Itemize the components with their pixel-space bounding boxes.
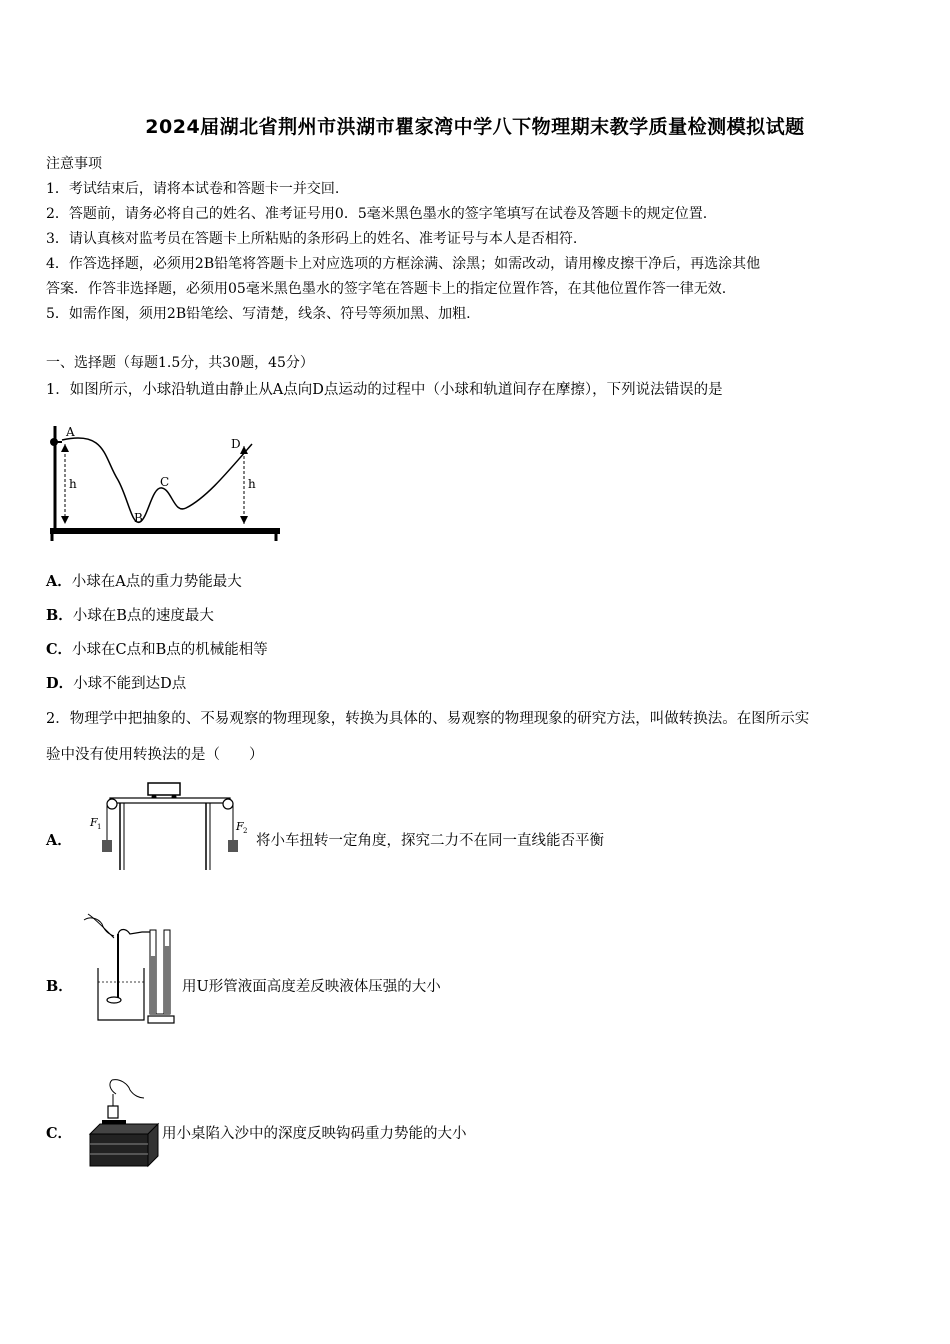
force-f2-label: F <box>236 820 244 833</box>
point-b-label: B <box>134 511 143 525</box>
point-c-label: C <box>160 475 170 489</box>
ground-base <box>50 528 280 534</box>
table-top <box>110 798 230 803</box>
cart <box>148 783 180 795</box>
pulley-left <box>107 799 117 809</box>
notice-item-5: 5．如需作图，须用2B铅笔绘、写清楚，线条、符号等须加黑、加粗. <box>46 306 471 322</box>
q2-option-b[interactable] <box>46 975 73 996</box>
q2-option-a-text: 将小车扭转一定角度，探究二力不在同一直线能否平衡 <box>256 833 604 849</box>
q2-a-figure <box>88 780 252 872</box>
q1-option-c-label: C． <box>46 641 73 658</box>
q1-option-b-text: 小球在B点的速度最大 <box>72 608 214 624</box>
q2-stem-line1: 2．物理学中把抽象的、不易观察的物理现象，转换为具体的、易观察的物理现象的研究方法，叫做转换法。在图所示实 <box>46 711 810 727</box>
force-f1-subscript: 1 <box>97 823 102 831</box>
force-f1-label: F <box>90 816 98 829</box>
sand-box-front <box>90 1134 148 1166</box>
q1-option-d[interactable] <box>46 672 186 693</box>
u-tube-stand <box>148 1016 174 1023</box>
q1-option-c-text: 小球在C点和B点的机械能相等 <box>72 642 268 658</box>
q1-option-a-label: A． <box>46 573 72 590</box>
q2-stem-line2: 验中没有使用转换法的是（ ） <box>46 747 264 763</box>
q2-option-b-text: 用U形管液面高度差反映液体压强的大小 <box>182 979 441 995</box>
q1-option-d-text: 小球不能到达D点 <box>73 676 187 692</box>
q1-option-d-label: D． <box>46 675 74 692</box>
notice-item-4: 4．作答选择题，必须用2B铅笔将答题卡上对应选项的方框涂满、涂黑；如需改动，请用橡皮擦干净后，再选涂其他 <box>46 256 761 272</box>
q1-option-a-text: 小球在A点的重力势能最大 <box>71 574 242 590</box>
weight-left <box>102 840 112 852</box>
weight <box>108 1106 118 1118</box>
beaker <box>98 968 144 1020</box>
u-tube-liquid-left <box>150 956 156 1014</box>
hand <box>112 1080 144 1098</box>
height-left-label: h <box>69 477 77 491</box>
q1-option-b[interactable] <box>46 604 214 625</box>
point-d-label: D <box>231 437 241 451</box>
notice-item-2: 2．答题前，请务必将自己的姓名、准考证号用0．5毫米黑色墨水的签字笔填写在试卷及答题卡的规定位置. <box>46 206 708 222</box>
force-f2-subscript: 2 <box>243 827 248 835</box>
height-right-label: h <box>248 477 256 491</box>
notice-item-4-cont: 答案．作答非选择题，必须用05毫米黑色墨水的签字笔在答题卡上的指定位置作答，在其他位置作答一律无效. <box>46 281 727 297</box>
q1-stem: 1．如图所示，小球沿轨道由静止从A点向D点运动的过程中（小球和轨道间存在摩擦），下列说法错误的是 <box>46 382 723 398</box>
q1-option-a[interactable] <box>46 570 242 591</box>
q2-option-a[interactable] <box>46 829 72 850</box>
u-tube-liquid-right <box>164 946 170 1014</box>
pulley-right <box>223 799 233 809</box>
q1-track-figure <box>46 418 286 546</box>
q2-b-figure <box>80 912 180 1028</box>
hand-outline <box>110 1080 116 1094</box>
q2-option-c-label: C． <box>46 1125 73 1142</box>
small-table <box>102 1120 126 1124</box>
q2-option-a-label: A． <box>46 832 72 849</box>
notice-item-1: 1．考试结束后，请将本试卷和答题卡一并交回. <box>46 181 340 197</box>
point-a-label: A <box>66 425 75 439</box>
probe-tube <box>110 934 118 998</box>
sand-box-top <box>90 1124 158 1134</box>
section-heading: 一、选择题（每题1.5分，共30题，45分） <box>46 355 314 371</box>
q2-option-c[interactable] <box>46 1122 72 1143</box>
notice-item-3: 3．请认真核对监考员在答题卡上所粘贴的条形码上的姓名、准考证号与本人是否相符. <box>46 231 578 247</box>
notice-heading: 注意事项 <box>46 156 102 172</box>
q2-option-b-label: B． <box>46 978 73 995</box>
q2-c-figure <box>86 1078 162 1170</box>
probe-membrane <box>107 997 121 1003</box>
q1-option-c[interactable] <box>46 638 268 659</box>
arrowhead-right-bottom <box>240 516 248 524</box>
rubber-tube <box>118 930 152 935</box>
page-title: 2024届湖北省荆州市洪湖市瞿家湾中学八下物理期末教学质量检测模拟试题 <box>145 116 805 138</box>
q2-option-c-text: 用小桌陷入沙中的深度反映钩码重力势能的大小 <box>162 1126 467 1142</box>
arrowhead-left-bottom <box>61 516 69 524</box>
q1-option-b-label: B． <box>46 607 73 624</box>
arrowhead-left-top <box>61 444 69 452</box>
track-curve <box>62 438 252 522</box>
weight-right <box>228 840 238 852</box>
